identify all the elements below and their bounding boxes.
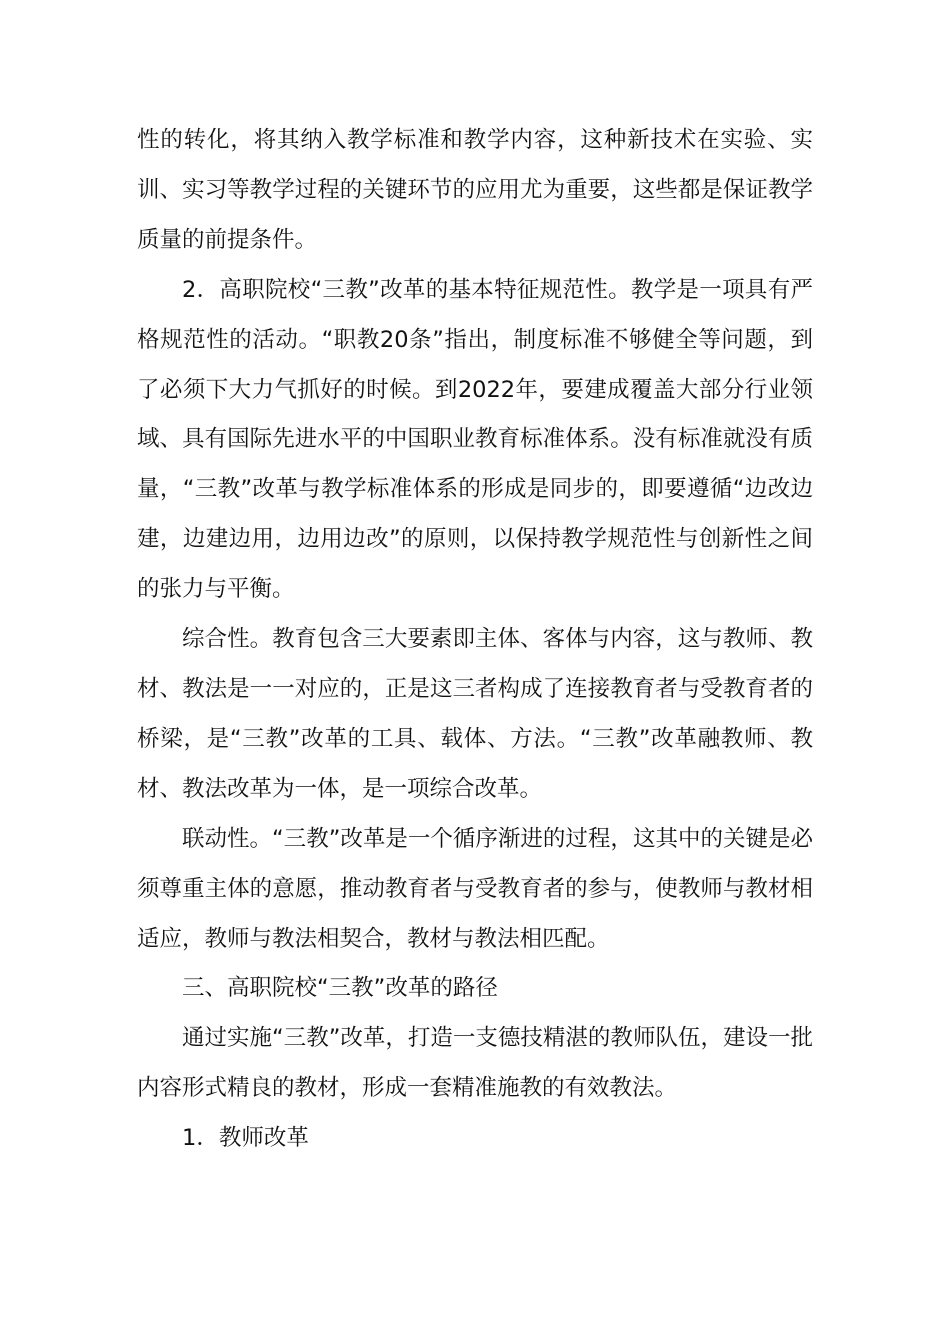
paragraph-linkage: 联动性。“三教”改革是一个循序渐进的过程，这其中的关键是必须尊重主体的意愿，推动教育者与受教育者的参与，使教师与教材相适应，教师与教法相契合，教材与教法相匹配。 xyxy=(137,825,813,952)
section-heading-reform-path: 三、高职院校“三教”改革的路径 xyxy=(182,975,498,1002)
paragraph-normativity: 2．高职院校“三教”改革的基本特征规范性。教学是一项具有严格规范性的活动。“职教20条”指出，制度标准不够健全等问题，到了必须下大力气抓好的时候。到2022年，要建成覆盖大部分行业领域、具有国际先进水平的中国职业教育标准体系。没有标准就没有质量，“三教”改革与教学标准体系的形成是同步的，即要遵循“边改边建，边建边用，边用边改”的原则，以保持教学规范性与创新性之间的张力与平衡。 xyxy=(137,276,813,603)
subheading-teacher-reform: 1．教师改革 xyxy=(182,1125,309,1152)
paragraph-comprehensiveness: 综合性。教育包含三大要素即主体、客体与内容，这与教师、教材、教法是一一对应的，正是这三者构成了连接教育者与受教育者的桥梁，是“三教”改革的工具、载体、方法。“三教”改革融教师、教材、教法改革为一体，是一项综合改革。 xyxy=(137,626,813,802)
paragraph-reform-goals: 通过实施“三教”改革，打造一支德技精湛的教师队伍，建设一批内容形式精良的教材，形成一套精准施教的有效教法。 xyxy=(137,1025,813,1102)
document-page xyxy=(137,116,813,1164)
paragraph-continued: 性的转化，将其纳入教学标准和教学内容，这种新技术在实验、实训、实习等教学过程的关键环节的应用尤为重要，这些都是保证教学质量的前提条件。 xyxy=(137,127,813,253)
